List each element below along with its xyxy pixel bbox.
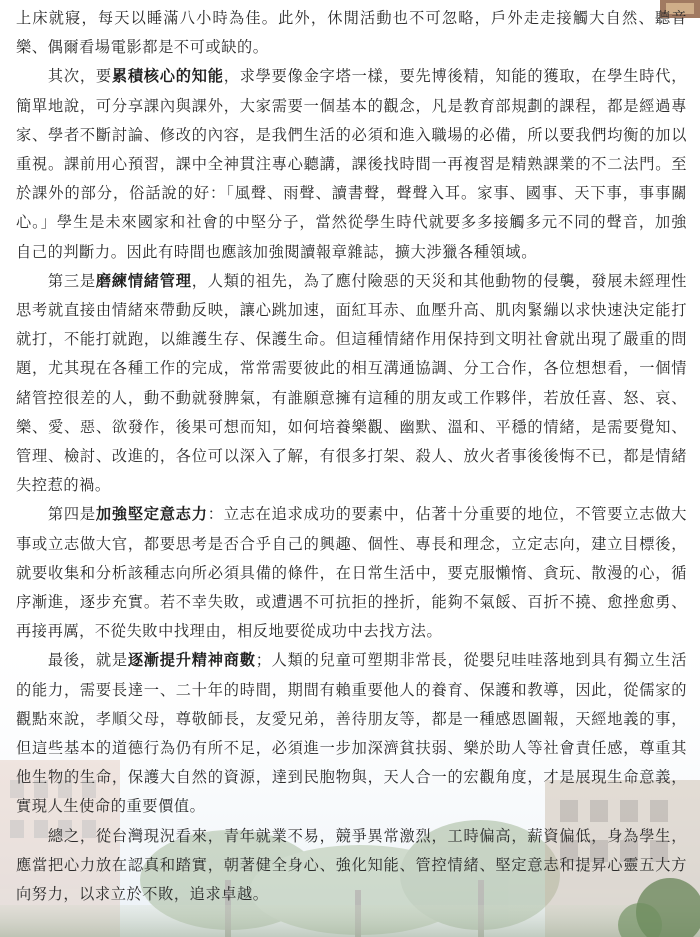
paragraph-text: ，人類的祖先，為了應付險惡的天災和其他動物的侵襲，發展未經理性思考就直接由情緒來帶動反映，讓心跳加速，面紅耳赤、血壓升高、肌肉緊繃以求快速決定能打就打，不能打就跑，以維護生存、保護生命。但這種情緒作用保持到文明社會就出現了嚴重的問題，尤其現在各種工作的完成，常常需要彼此的相互溝通協調、分工合作，各位想想看，一個情緒管控很差的人，動不動就發脾氣，有誰願意擁有這種的朋友或工作夥伴，若放任喜、怒、哀、樂、愛、惡、欲發作，後果可想而知，如何培養樂觀、幽默、溫和、平穩的情緒，是需要覺知、管理、檢討、改進的，各位可以深入了解，有很多打架、殺人、放火者事後後悔不已，都是情緒失控惹的禍。 xyxy=(16,271,687,495)
paragraph-text: 最後，就是 xyxy=(47,651,128,670)
emphasis-heading: 加強堅定意志力 xyxy=(95,505,208,524)
paragraph-text: 第四是 xyxy=(47,505,96,524)
paragraph-text: 總之，從台灣現況看來，青年就業不易，競爭異常激烈，工時偏高，薪資偏低，身為學生，應當把心力放在認真和踏實，朝著健全身心、強化知能、管控情緒、堅定意志和提昇心靈五大方向努力，以求立於不敗，追求卓越。 xyxy=(16,826,687,904)
paragraph-spiritual-quotient xyxy=(16,646,687,821)
paragraph-emotion-management xyxy=(16,267,687,501)
emphasis-heading: 累積核心的知能 xyxy=(111,67,224,86)
paragraph-text: ，求學要像金字塔一樣，要先博後精，知能的獲取，在學生時代，簡單地說，可分享課內與課外，大家需要一個基本的觀念，凡是教育部規劃的課程，都是經過專家、學者不斷討論、修改的內容，是我們生活的必須和進入職場的必備，所以要我們均衡的加以重視。課前用心預習，課中全神貫注專心聽講，課後找時間一再複習是精熟課業的不二法門。至於課外的部分，俗話說的好：「風聲、雨聲、讀書聲，聲聲入耳。家事、國事、天下事，事事關心。」學生是未來國家和社會的中堅分子，當然從學生時代就要多多接觸多元不同的聲音，加強自己的判斷力。因此有時間也應該加強閱讀報章雜誌，擴大涉獵各種領域。 xyxy=(16,67,687,261)
paragraph-text: 其次，要 xyxy=(47,67,112,86)
emphasis-heading: 逐漸提升精神商數 xyxy=(127,651,256,670)
paragraph-text: ：立志在追求成功的要素中，佔著十分重要的地位，不管要立志做大事或立志做大官，都要思考是否合乎自己的興趣、個性、專長和理念，立定志向，建立目標後，就要收集和分析該種志向所必須具備的條件，在日常生活中，要克服懶惰、貪玩、散漫的心，循序漸進，逐步充實。若不幸失敗，或遭遇不可抗拒的挫折，能夠不氣餒、百折不撓、愈挫愈勇、再接再厲，不從失敗中找理由，相反地要從成功中去找方法。 xyxy=(16,505,687,641)
paragraph-sleep-leisure xyxy=(16,4,687,62)
paragraph-core-knowledge xyxy=(16,62,687,266)
emphasis-heading: 磨練情緒管理 xyxy=(95,271,192,290)
paragraph-text: 第三是 xyxy=(47,271,96,290)
paragraph-text: ；人類的兒童可塑期非常長，從嬰兒哇哇落地到具有獨立生活的能力，需要長達一、二十年的時間，期間有賴重要他人的養育、保護和教導，因此，從儒家的觀點來說，孝順父母，尊敬師長，友愛兄弟，善待朋友等，都是一種感恩圖報，天經地義的事，但這些基本的道德行為仍有所不足，必須進一步加深濟貧扶弱、樂於助人等社會責任感，尊重其他生物的生命，保護大自然的資源，達到民胞物與，天人合一的宏觀角度，才是展現生命意義，實現人生使命的重要價值。 xyxy=(16,651,688,816)
paragraph-conclusion xyxy=(16,822,687,910)
paragraph-text: 上床就寢，每天以睡滿八小時為佳。此外，休閒活動也不可忽略，戶外走走接觸大自然、聽音樂、偶爾看場電影都是不可或缺的。 xyxy=(16,9,687,57)
paragraph-willpower xyxy=(16,500,687,646)
